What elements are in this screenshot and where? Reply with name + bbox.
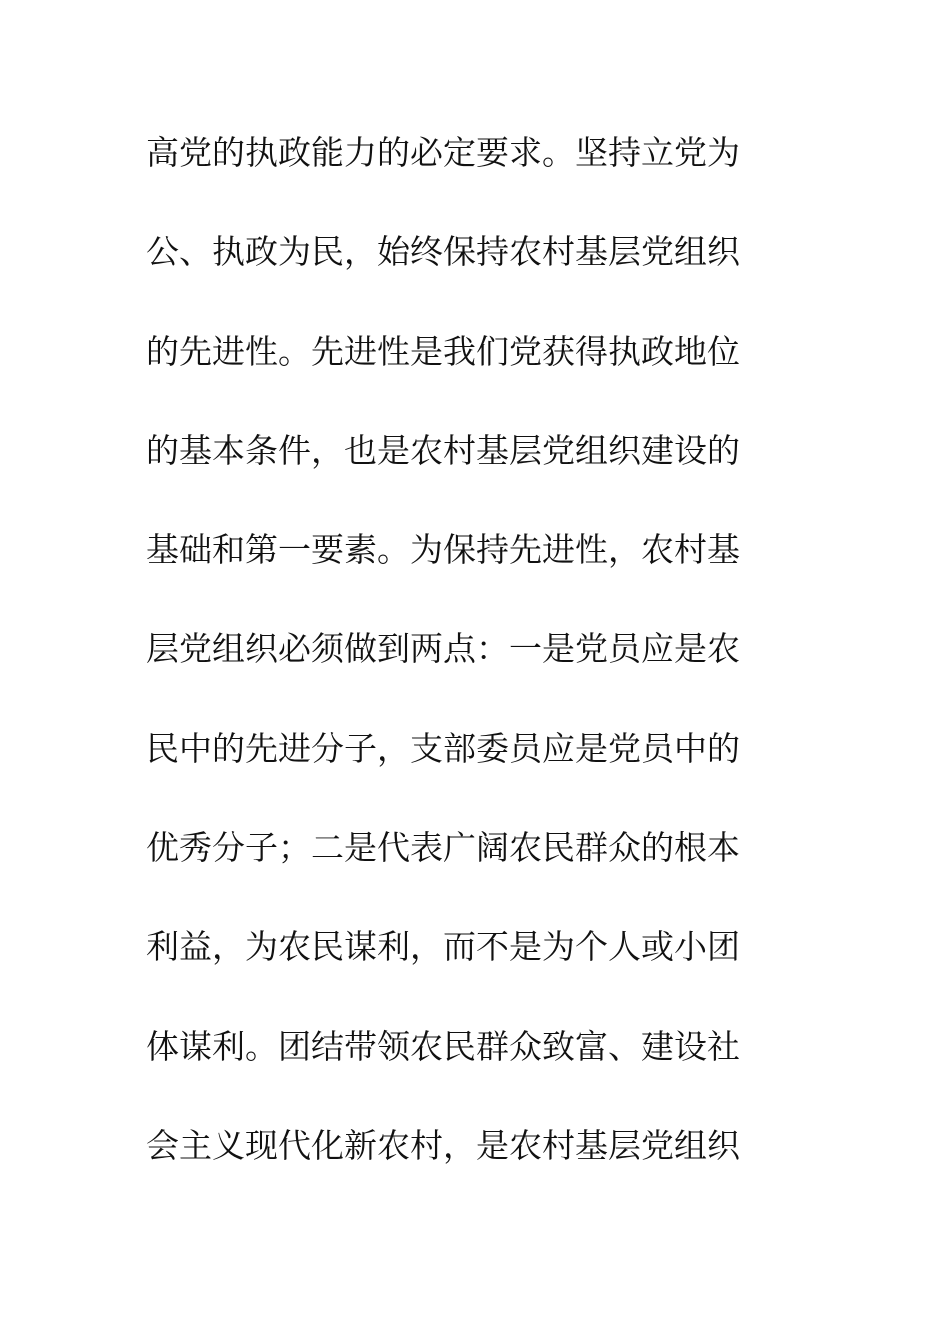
text-line: 优秀分子；二是代表广阔农民群众的根本	[146, 828, 740, 868]
body-text	[146, 124, 786, 1216]
text-line: 的先进性。先进性是我们党获得执政地位	[146, 331, 740, 371]
text-line: 体谋利。团结带领农民群众致富、建设社	[146, 1026, 740, 1066]
text-line: 高党的执政能力的必定要求。坚持立党为	[146, 133, 740, 172]
text-line: 会主义现代化新农村，是农村基层党组织	[146, 1125, 740, 1165]
text-line: 利益，为农民谋利，而不是为个人或小团	[146, 927, 740, 967]
text-line: 公、执政为民，始终保持农村基层党组织	[146, 232, 740, 272]
text-line: 基础和第一要素。为保持先进性，农村基	[146, 530, 740, 570]
text-line: 民中的先进分子，支部委员应是党员中的	[146, 728, 740, 768]
text-line: 的基本条件，也是农村基层党组织建设的	[146, 430, 740, 470]
text-line: 层党组织必须做到两点：一是党员应是农	[146, 629, 740, 669]
